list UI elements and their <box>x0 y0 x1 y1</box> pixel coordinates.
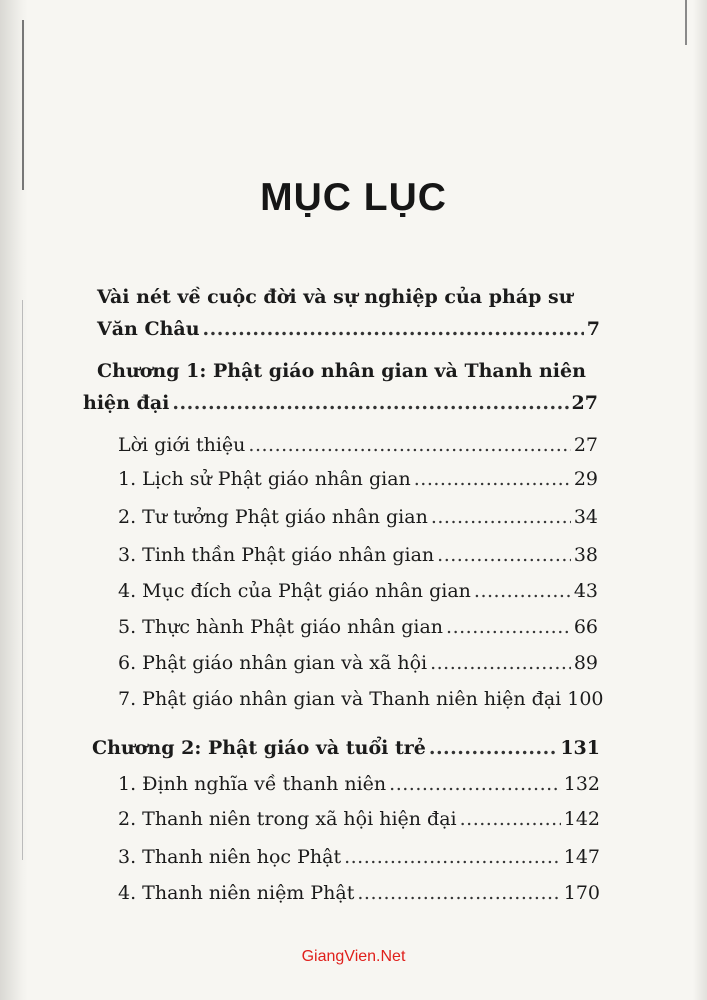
toc-leader-dots <box>474 574 571 608</box>
toc-leader-dots <box>344 840 561 874</box>
toc-item[interactable] <box>118 462 598 496</box>
toc-page-number: 89 <box>573 652 598 674</box>
toc-page-number: 147 <box>563 846 600 868</box>
toc-page-number: 38 <box>573 544 598 566</box>
toc-chapter-2[interactable] <box>92 731 600 765</box>
toc-item-text: 2. Thanh niên trong xã hội hiện đại <box>118 808 457 830</box>
toc-item-text: 4. Thanh niên niệm Phật <box>118 882 355 904</box>
toc-item-text: 1. Lịch sử Phật giáo nhân gian <box>118 468 411 490</box>
toc-chapter-text: Chương 2: Phật giáo và tuổi trẻ <box>92 737 426 759</box>
toc-chapter-1[interactable] <box>83 386 598 420</box>
toc-item-text: 3. Thanh niên học Phật <box>118 846 342 868</box>
toc-leader-dots <box>437 538 571 572</box>
toc-page-number: 34 <box>573 506 598 528</box>
toc-item[interactable] <box>118 610 598 644</box>
toc-page-number: 43 <box>573 580 598 602</box>
toc-page-number: 66 <box>573 616 598 638</box>
toc-leader-dots <box>446 610 571 644</box>
toc-item[interactable] <box>118 428 598 462</box>
toc-chapter-text: Chương 1: Phật giáo nhân gian và Thanh niên <box>97 360 586 382</box>
toc-page-number: 27 <box>573 434 598 456</box>
toc-page-number: 142 <box>563 808 600 830</box>
toc-item-text: 2. Tư tưởng Phật giáo nhân gian <box>118 506 428 528</box>
toc-leader-dots <box>460 802 561 836</box>
toc-leader-dots <box>248 428 570 462</box>
toc-page-number: 7 <box>586 318 600 340</box>
toc-page-number: 27 <box>571 392 598 414</box>
toc-page-number: 132 <box>563 773 600 795</box>
toc-leader-dots <box>429 731 558 765</box>
toc-item[interactable] <box>118 574 598 608</box>
toc-item-text: 6. Phật giáo nhân gian và xã hội <box>118 652 428 674</box>
toc-leader-dots <box>172 386 568 420</box>
toc-page-number: 170 <box>563 882 600 904</box>
toc-item[interactable] <box>118 876 600 910</box>
toc-leader-dots <box>203 312 584 346</box>
toc-item[interactable] <box>118 538 598 572</box>
toc-leader-dots <box>431 500 571 534</box>
toc-entry-intro[interactable] <box>97 312 600 346</box>
toc-item[interactable] <box>118 767 600 801</box>
toc-entry-intro-line1[interactable] <box>97 280 657 314</box>
toc-leader-dots <box>414 462 571 496</box>
toc-page-number: 100 <box>567 688 604 710</box>
toc-page-number: 29 <box>573 468 598 490</box>
toc-item[interactable] <box>118 840 600 874</box>
toc-leader-dots <box>357 876 560 910</box>
watermark-text: GiangVien.Net <box>301 948 406 965</box>
toc-item-text: 1. Định nghĩa về thanh niên <box>118 773 387 795</box>
toc-leader-dots <box>430 646 571 680</box>
toc-chapter-1-line1[interactable] <box>97 354 657 388</box>
toc-item-text: 4. Mục đích của Phật giáo nhân gian <box>118 580 471 602</box>
toc-page-number: 131 <box>560 737 600 759</box>
toc-chapter-text: hiện đại <box>83 392 170 414</box>
toc-item-text: Lời giới thiệu <box>118 434 246 456</box>
toc-leader-dots <box>389 767 561 801</box>
toc-item[interactable] <box>118 682 604 716</box>
toc-item-text: 3. Tinh thần Phật giáo nhân gian <box>118 544 435 566</box>
toc-entry-text: Văn Châu <box>97 318 200 340</box>
toc-entry-text: Vài nét về cuộc đời và sự nghiệp của pháp sư <box>97 286 573 308</box>
toc-item[interactable] <box>118 500 598 534</box>
toc-item-text: 5. Thực hành Phật giáo nhân gian <box>118 616 444 638</box>
toc-item-text: 7. Phật giáo nhân gian và Thanh niên hiện đại <box>118 688 562 710</box>
page-title: MỤC LỤC <box>260 176 447 219</box>
toc-item[interactable] <box>118 646 598 680</box>
toc-item[interactable] <box>118 802 600 836</box>
